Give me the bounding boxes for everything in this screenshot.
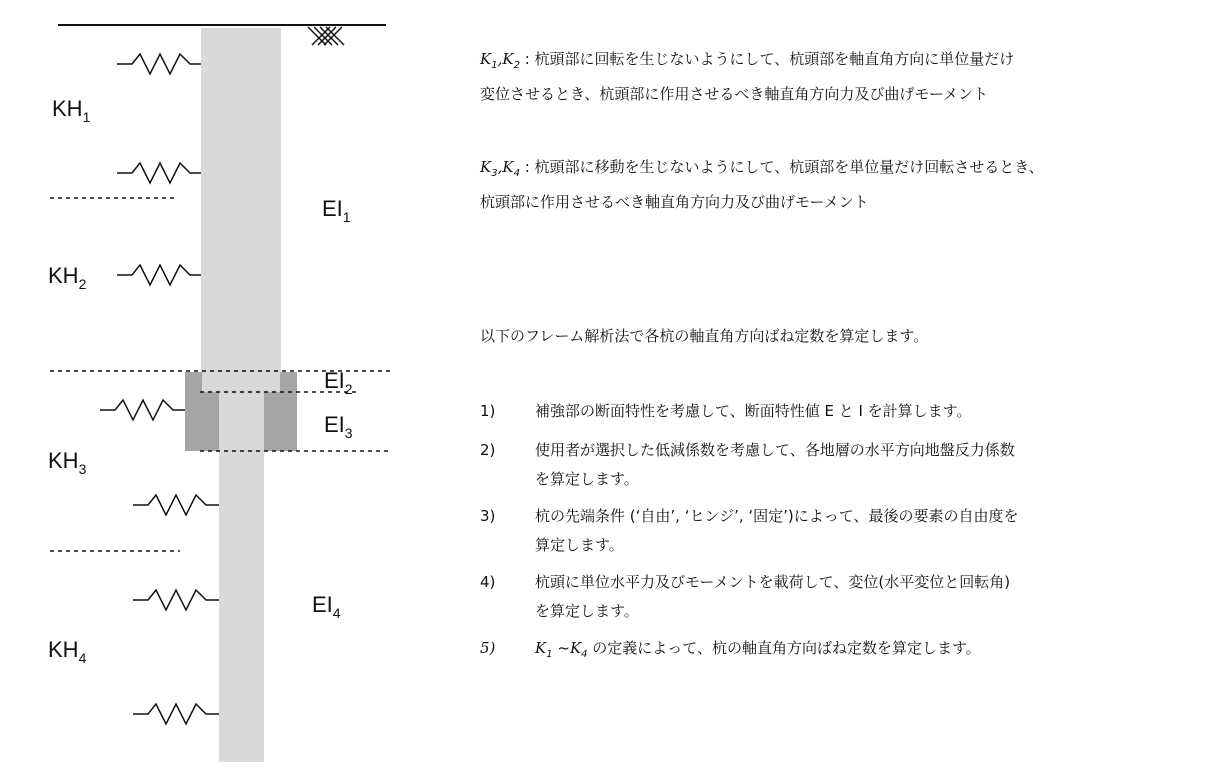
soil-label-kh3: $KH_3$ — [48, 448, 87, 477]
soil-spring-7 — [133, 704, 219, 724]
step-number: 2) — [480, 441, 496, 459]
step-text: $K_1$ $\sim K_4$ の定義によって、杭の軸直角方向ばね定数を算定します。 — [535, 639, 981, 660]
definition-k3-k4-line2: 杭頭部に作用させるべき軸直角方向力及び曲げモーメント — [480, 193, 869, 211]
ground-hatch-icon — [308, 27, 344, 45]
soil-spring-4 — [100, 400, 185, 420]
pile-label-ei1: $EI_1$ — [322, 196, 351, 225]
pile-label-ei2: $EI_2$ — [324, 368, 353, 397]
soil-label-kh1: $KH_1$ — [52, 96, 91, 125]
definition-k1-k2 — [480, 45, 1014, 109]
step-text: 杭の先端条件 (‘自由’, ‘ヒンジ’, ‘固定’)によって、最後の要素の自由度を 算定します。 — [535, 507, 1019, 554]
step-text: 杭頭に単位水平力及びモーメントを載荷して、変位(水平変位と回転角) を算定します。 — [535, 573, 1011, 620]
step-number: 4) — [480, 573, 496, 591]
definition-k3-k4 — [480, 153, 1044, 217]
soil-spring-6 — [133, 590, 219, 610]
pile-label-ei4: $EI_4$ — [312, 592, 341, 621]
soil-label-kh4: $KH_4$ — [48, 637, 87, 666]
pile-spring-diagram — [0, 0, 470, 775]
definition-k3-k4-line1: $K_3,K_4$ : 杭頭部に移動を生じないようにして、杭頭部を単位量だけ回転させるとき、 — [480, 158, 1044, 179]
definition-k1-k2-line2: 変位させるとき、杭頭部に作用させるべき軸直角方向力及び曲げモーメント — [480, 85, 989, 103]
reinforcement-top-band — [202, 372, 280, 392]
pile-lower-section — [219, 451, 264, 762]
definition-k1-k2-line1: $K_1,K_2$ : 杭頭部に回転を生じないようにして、杭頭部を軸直角方向に単位量だけ — [480, 50, 1015, 71]
intro-text: 以下のフレーム解析法で各杭の軸直角方向ばね定数を算定します。 — [480, 327, 929, 345]
step-text: 補強部の断面特性を考慮して、断面特性値 E と I を計算します。 — [535, 402, 972, 420]
step-number: 3) — [480, 507, 496, 525]
pile-label-ei3: $EI_3$ — [324, 412, 353, 441]
pile-upper-section — [201, 28, 281, 373]
step-number: 1) — [480, 402, 496, 420]
soil-label-kh2: $KH_2$ — [48, 263, 87, 292]
step-number: 5) — [480, 639, 496, 657]
reinforcement-inner-shaft — [219, 392, 264, 451]
soil-spring-2 — [117, 163, 201, 183]
step-text: 使用者が選択した低減係数を考慮して、各地層の水平方向地盤反力係数 を算定します。 — [535, 441, 1015, 488]
soil-spring-5 — [133, 495, 219, 515]
soil-spring-3 — [117, 265, 201, 285]
soil-spring-1 — [117, 54, 201, 74]
